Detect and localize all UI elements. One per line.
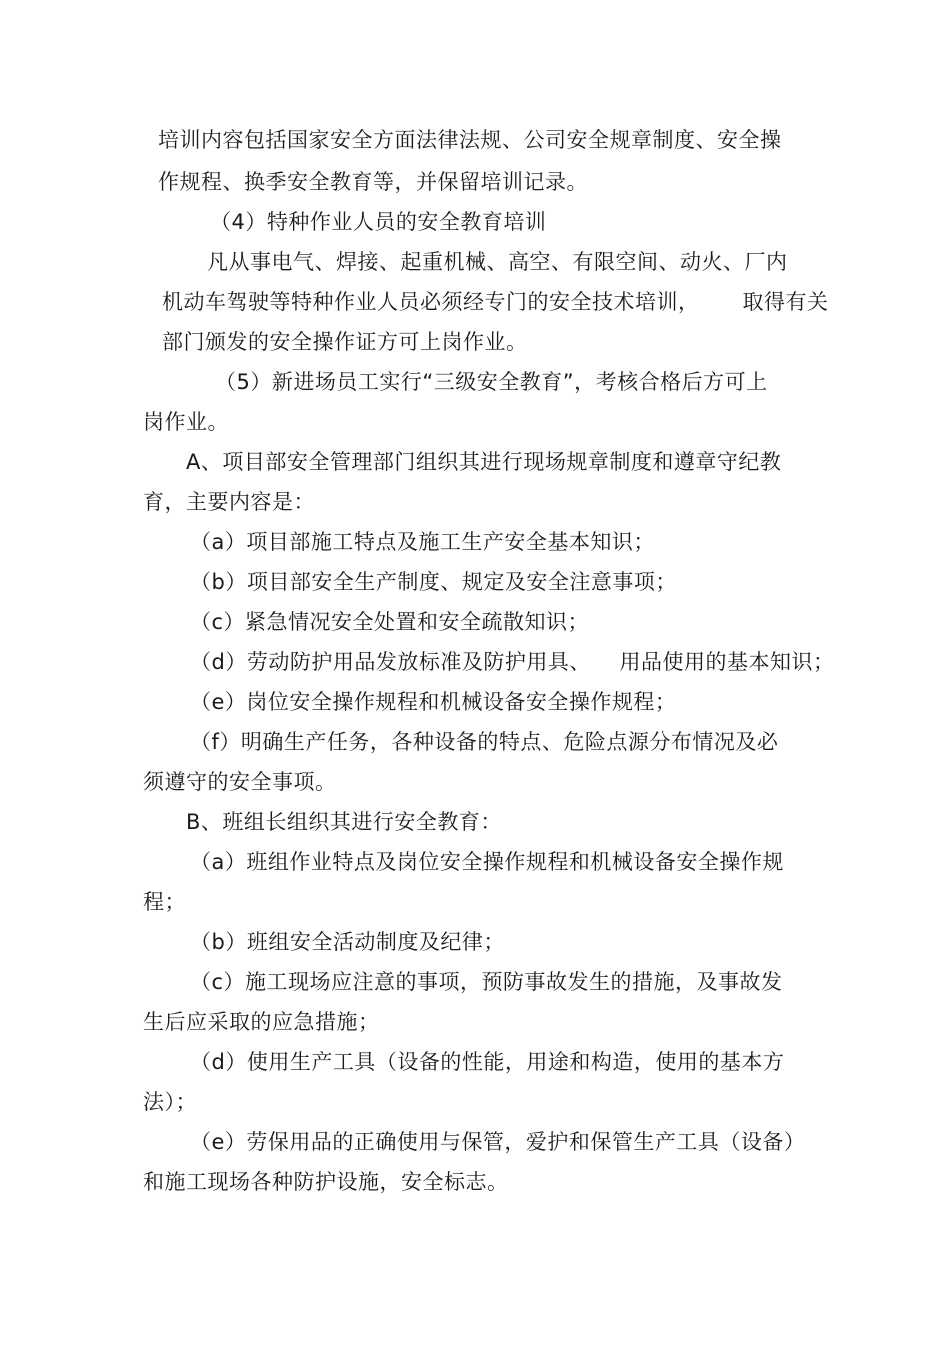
text-line: 凡从事电气、焊接、起重机械、高空、有限空间、动火、厂内 — [207, 250, 788, 274]
list-item: （b）班组安全活动制度及纪律； — [190, 930, 505, 954]
text-line: 须遵守的安全事项。 — [143, 770, 337, 794]
list-item: （c）施工现场应注意的事项，预防事故发生的措施，及事故发 — [190, 970, 783, 994]
list-item: （d）劳动防护用品发放标准及防护用具、 用品使用的基本知识； — [190, 650, 835, 674]
text-line: 程； — [143, 890, 186, 914]
list-item: （b）项目部安全生产制度、规定及安全注意事项； — [190, 570, 677, 594]
text-line: B、班组长组织其进行安全教育： — [186, 810, 502, 834]
text-line: 生后应采取的应急措施； — [143, 1010, 380, 1034]
text-line: 岗作业。 — [143, 410, 229, 434]
text-line: 培训内容包括国家安全方面法律法规、公司安全规章制度、安全操 — [158, 128, 782, 152]
list-item: （d）使用生产工具（设备的性能，用途和构造，使用的基本方 — [190, 1050, 785, 1074]
text-line: A、项目部安全管理部门组织其进行现场规章制度和遵章守纪教 — [186, 450, 782, 474]
list-item: （e）劳保用品的正确使用与保管，爱护和保管生产工具（设备） — [190, 1130, 806, 1154]
list-item: （f）明确生产任务，各种设备的特点、危险点源分布情况及必 — [190, 730, 779, 754]
section-heading: （5）新进场员工实行“三级安全教育”，考核合格后方可上 — [215, 370, 768, 394]
text-line: 作规程、换季安全教育等，并保留培训记录。 — [158, 170, 588, 194]
text-line: 和施工现场各种防护设施，安全标志。 — [143, 1170, 509, 1194]
text-line: 法）； — [143, 1090, 197, 1114]
list-item: （a）项目部施工特点及施工生产安全基本知识； — [190, 530, 655, 554]
text-line: 部门颁发的安全操作证方可上岗作业。 — [162, 330, 528, 354]
text-line: 育，主要内容是： — [143, 490, 315, 514]
list-item: （a）班组作业特点及岗位安全操作规程和机械设备安全操作规 — [190, 850, 784, 874]
section-heading: （4）特种作业人员的安全教育培训 — [210, 210, 547, 234]
text-line: 机动车驾驶等特种作业人员必须经专门的安全技术培训， 取得有关 — [162, 290, 829, 314]
list-item: （c）紧急情况安全处置和安全疏散知识； — [190, 610, 590, 634]
list-item: （e）岗位安全操作规程和机械设备安全操作规程； — [190, 690, 677, 714]
